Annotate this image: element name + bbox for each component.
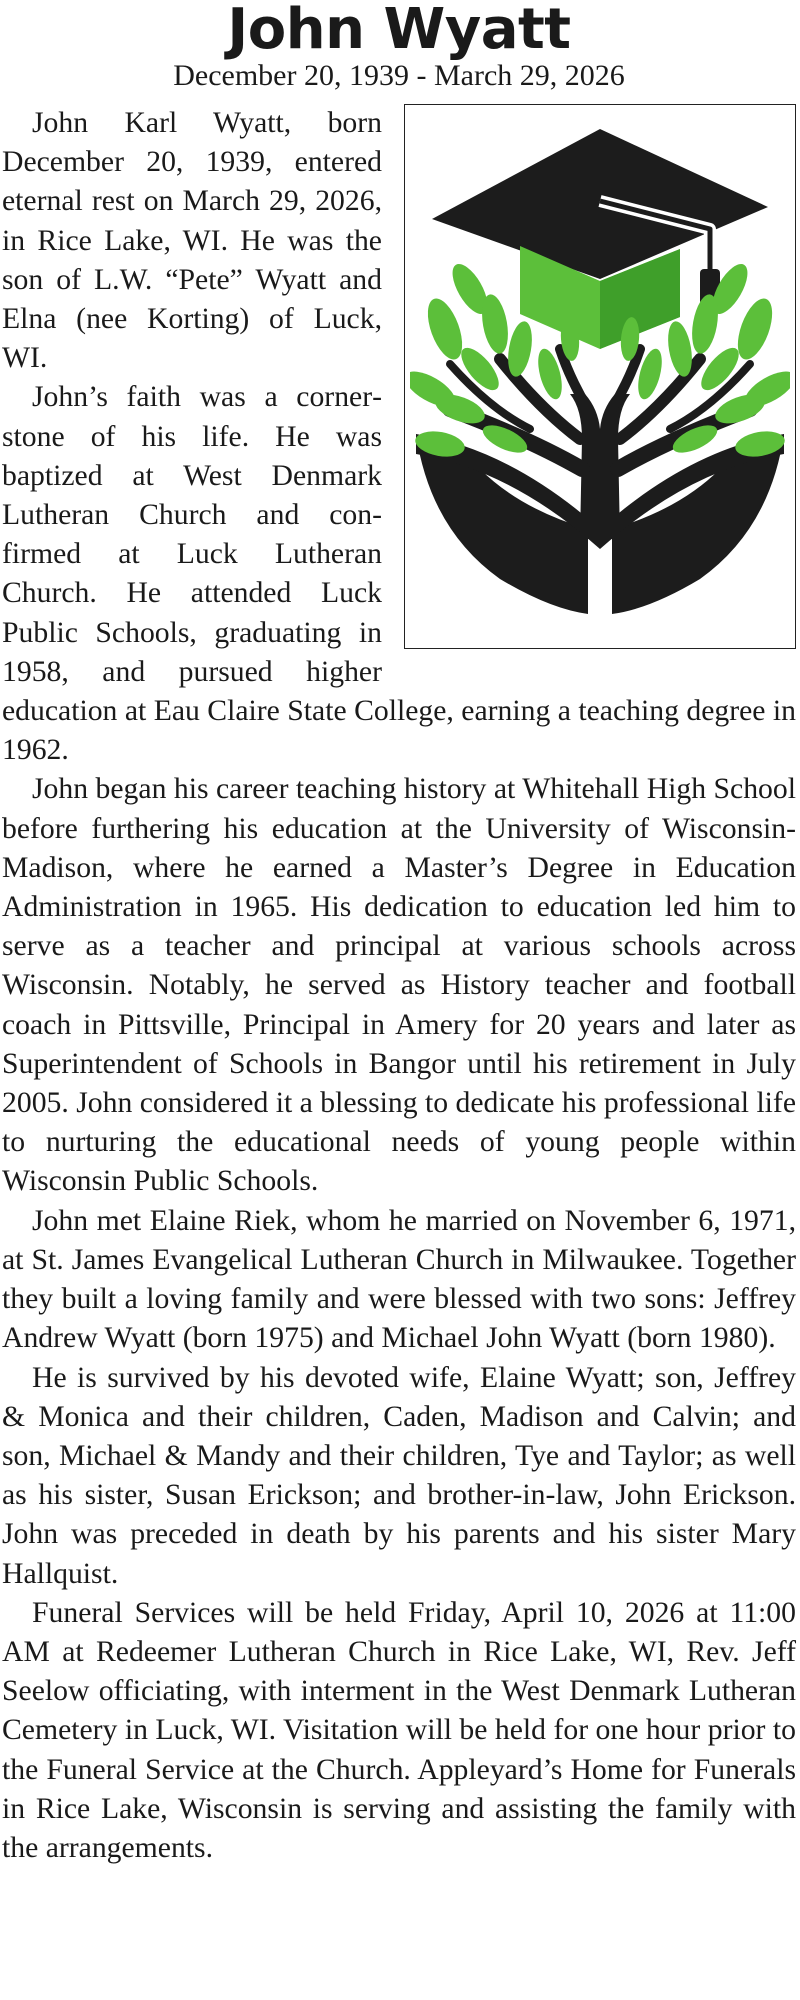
obituary-paragraph-birth: John Karl Wyatt, born December 20, 1939, entered eternal rest on March 29, 2026, in Rice Lake, WI. He was the son of L.W. “Pete” Wyatt and Elna (nee Korting) of Luck, WI. [2,107,382,375]
obituary-paragraph-services: Funeral Services will be held Friday, April 10, 2026 at 11:00 AM at Redeemer Lutheran Church in Rice Lake, WI, Rev. Jeff Seelow officiating, with interment in the West Denmark Lutheran Cemetery in Luck, WI. Visitation will be held for one hour prior to the Funeral Service at the Church. Appleyard’s Home for Funerals in Rice Lake, Wisconsin is serving and assisting the family with the arrangements. [2,1596,796,1864]
obituary-paragraph-marriage: John met Elaine Riek, whom he married on November 6, 1971, at St. James Evangelical Lutheran Church in Milwaukee. Together they built a loving family and were blessed with two sons: Jeffrey Andrew Wyatt (born 1975) and Michael John Wyatt (born 1980). [2,1204,796,1355]
logo-frame [404,104,796,649]
obituary-paragraph-survivors: He is survived by his devoted wife, Elaine Wyatt; son, Jeffrey & Monica and their children, Caden, Madison and Calvin; and son, Michael & Mandy and their children, Tye and Taylor; as well as his sister, Susan Erickson; and brother-in-law, John Erickson. John was preceded in death by his parents and his sister Mary Hallquist. [2,1361,796,1590]
graduation-cap-tree-icon [410,109,790,644]
obituary-paragraph-faith: John’s faith was a cornerstone of his life. He was baptized at West Denmark Lutheran Church and confirmed at Luck Lutheran Church. He attended Luck Public Schools, graduating in 1958, and pursued higher education at Eau Claire State College, earning a teaching degree in 1962. [2,381,796,767]
obituary-body [2,104,796,1868]
life-dates: December 20, 1939 - March 29, 2026 [173,59,625,92]
obituary-paragraph-career: John began his career teaching history at Whitehall High School before furthering his education at the University of Wisconsin-Madison, where he earned a Master’s Degree in Education Administration in 1965. His dedication to education led him to serve as a teacher and principal at various schools across Wisconsin. Notably, he served as History teacher and football coach in Pittsville, Principal in Amery for 20 years and later as Superintendent of Schools in Bangor until his retirement in July 2005. John considered it a blessing to dedicate his professional life to nurturing the educational needs of young people within Wisconsin Public Schools. [2,773,796,1198]
deceased-name: John Wyatt [227,0,571,62]
